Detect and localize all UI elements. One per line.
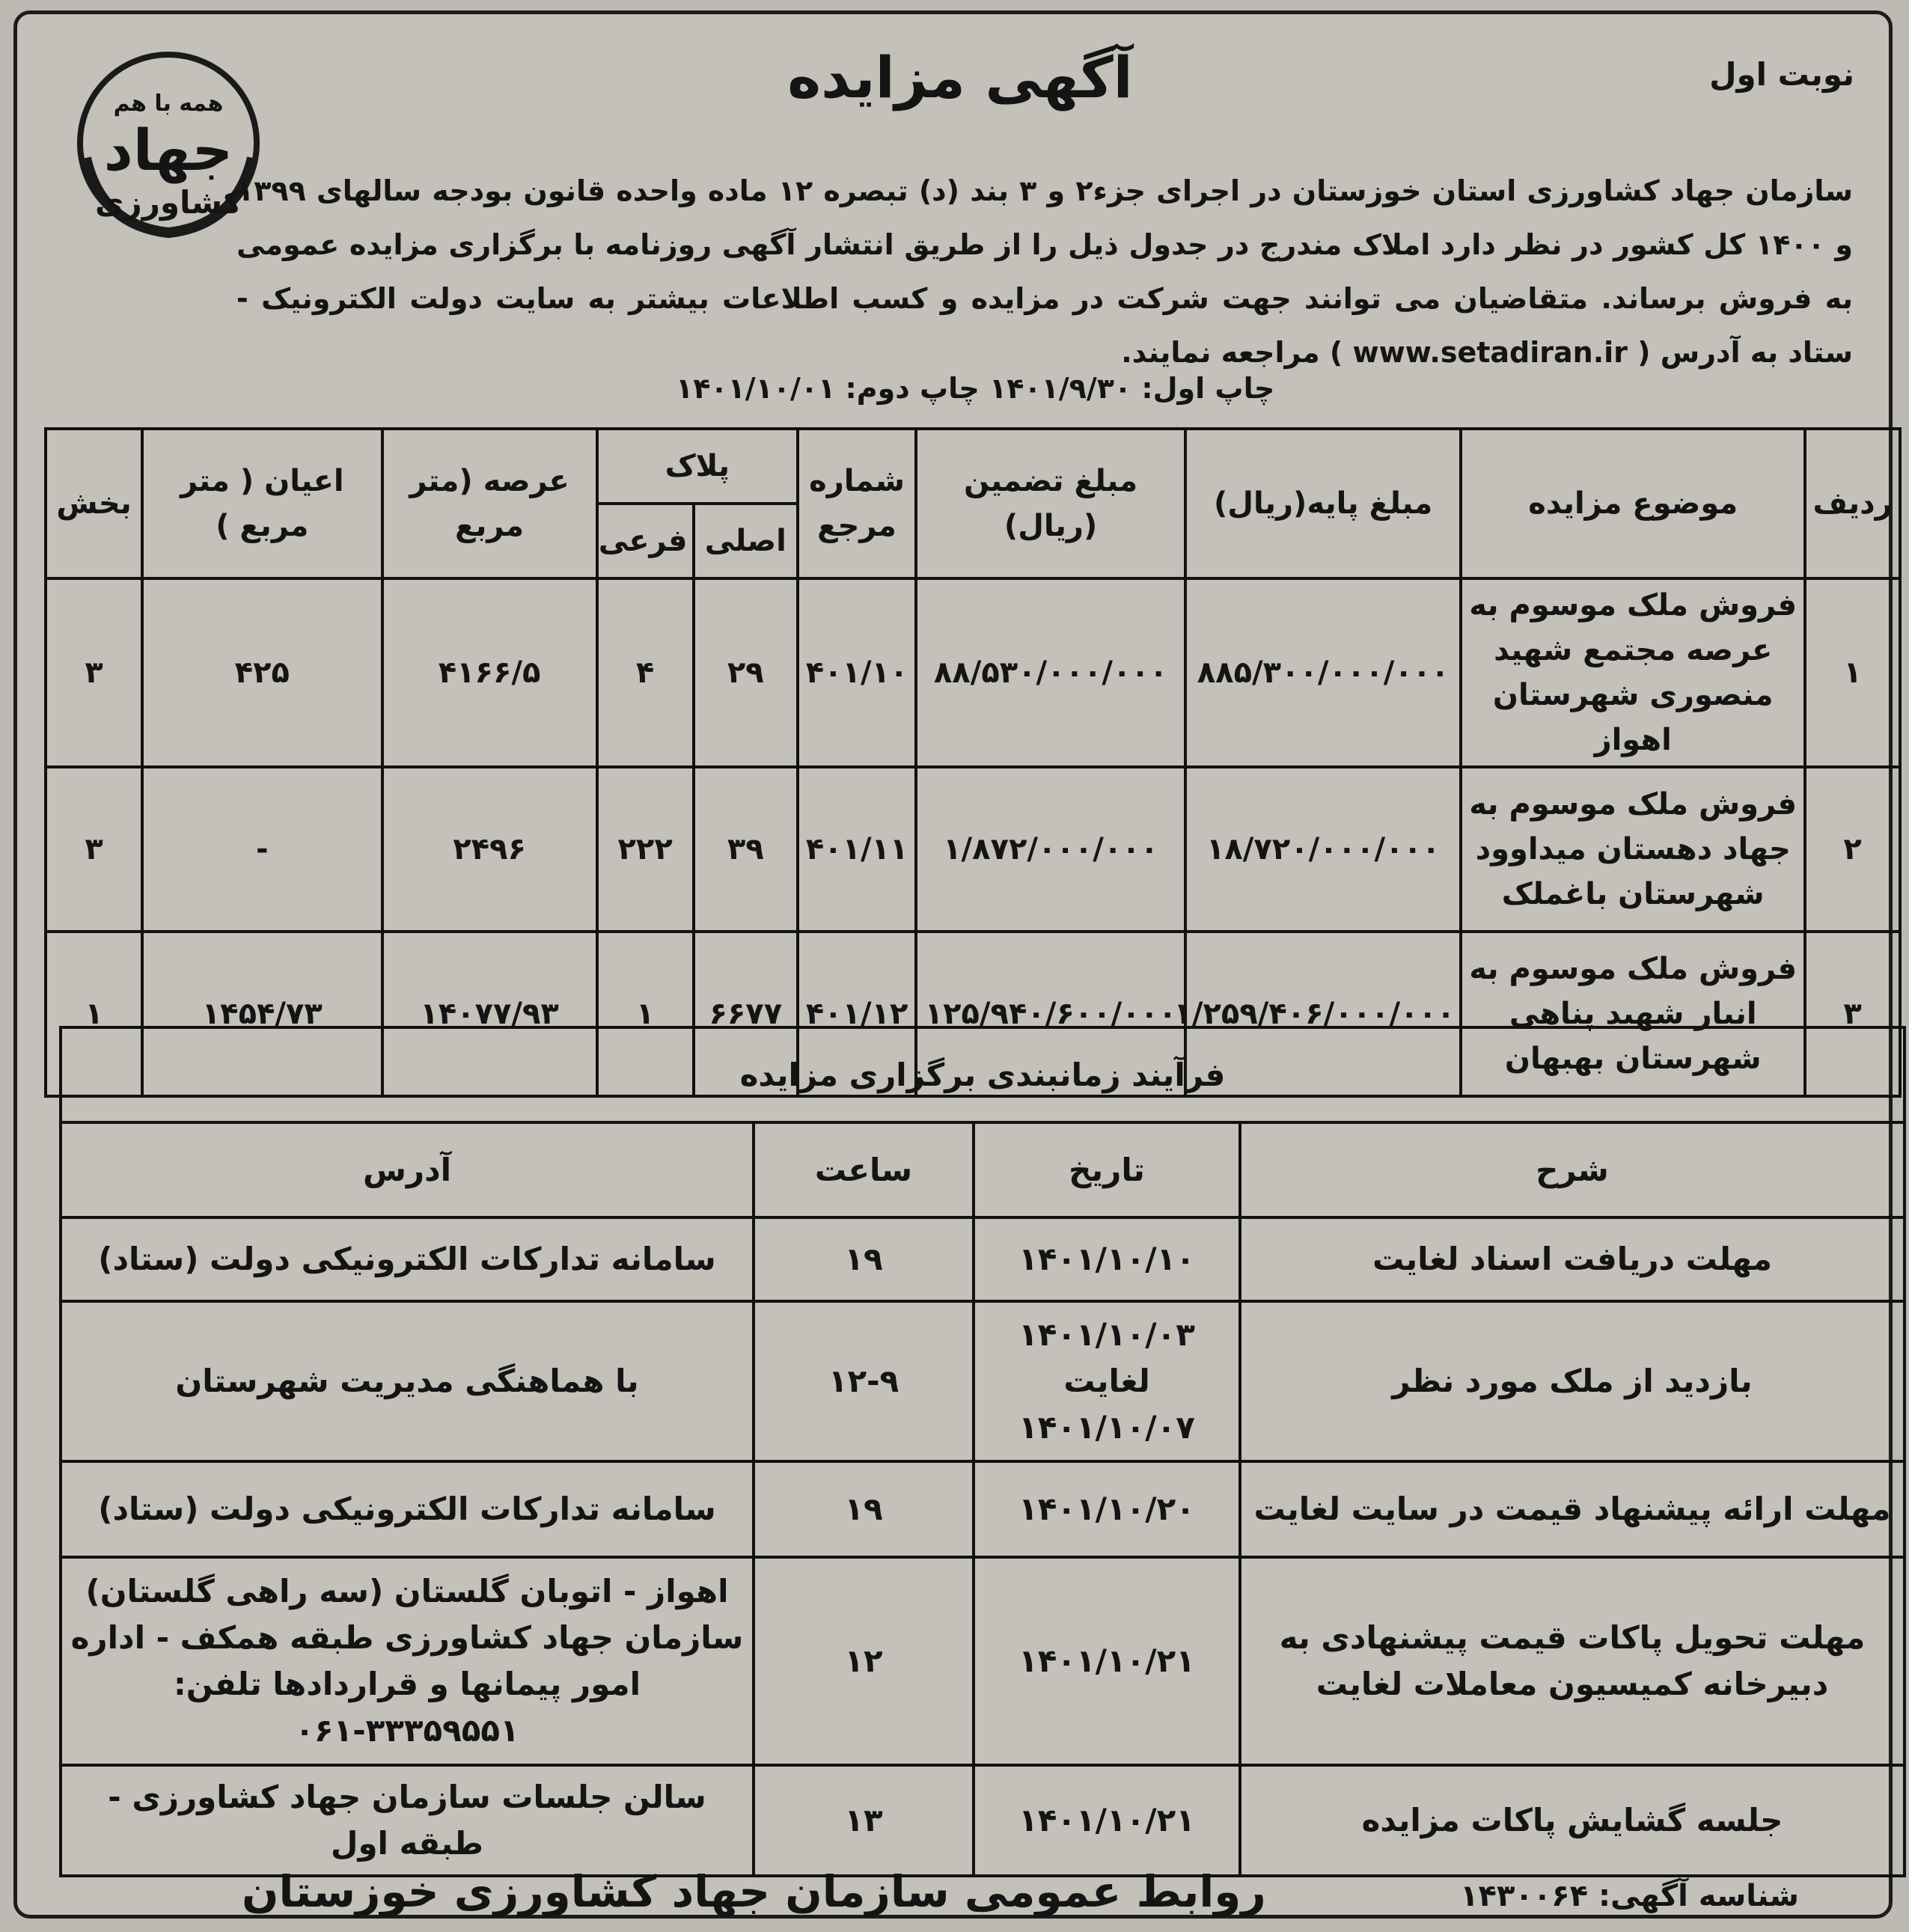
cell-base-price: ۸۸۵/۳۰۰/۰۰۰/۰۰۰: [1185, 578, 1461, 767]
ad-id: شناسه آگهی: ۱۴۳۰۰۶۴: [1460, 1879, 1799, 1913]
cell-date: ۱۴۰۱/۱۰/۲۱: [974, 1557, 1240, 1765]
cell-plaque-main: ۲۹: [694, 578, 798, 767]
header-section: بخش: [46, 429, 142, 578]
auction-table-wrap: [44, 427, 1902, 1098]
setad-url-link[interactable]: www.setadiran.ir: [1352, 336, 1628, 369]
cell-address: سامانه تدارکات الکترونیکی دولت (ستاد): [61, 1217, 754, 1301]
cell-land: ۱۴۰۷۷/۹۳: [382, 932, 597, 1096]
cell-time: ۱۹: [754, 1461, 974, 1557]
header-plaque: پلاک: [597, 429, 798, 504]
cell-reference: ۴۰۱/۱۲: [798, 932, 916, 1096]
cell-plaque-sub: ۲۲۲: [597, 767, 694, 932]
cell-address: با هماهنگی مدیریت شهرستان: [61, 1301, 754, 1461]
table-row: [46, 767, 1900, 932]
cell-building: -: [142, 767, 382, 932]
schedule-table-wrap: [62, 1026, 1906, 1877]
cell-time: ۱۲: [754, 1557, 974, 1765]
cell-desc: مهلت دریافت اسناد لغایت: [1240, 1217, 1905, 1301]
table-row: [61, 1557, 1905, 1765]
cell-guarantee: ۱۲۵/۹۴۰/۶۰۰/۰۰۰: [916, 932, 1185, 1096]
cell-plaque-sub: ۱: [597, 932, 694, 1096]
intro-text-end: ) مراجعه نمایند.: [1121, 336, 1343, 369]
notice-page: [17, 14, 1893, 1917]
cell-land: ۲۴۹۶: [382, 767, 597, 932]
cell-plaque-main: ۶۶۷۷: [694, 932, 798, 1096]
cell-time: ۱۹: [754, 1217, 974, 1301]
cell-section: ۳: [46, 767, 142, 932]
cell-row: ۱: [1805, 578, 1900, 767]
cell-desc: جلسه گشایش پاکات مزایده: [1240, 1765, 1905, 1876]
header-base-price: مبلغ پایه(ریال): [1185, 429, 1461, 578]
cell-date: ۱۴۰۱/۱۰/۲۰: [974, 1461, 1240, 1557]
table-row: [61, 1765, 1905, 1876]
cell-plaque-main: ۳۹: [694, 767, 798, 932]
header-guarantee: مبلغ تضمین (ریال): [916, 429, 1185, 578]
cell-reference: ۴۰۱/۱۰: [798, 578, 916, 767]
cell-base-price: ۱۸/۷۲۰/۰۰۰/۰۰۰: [1185, 767, 1461, 932]
cell-date: ۱۴۰۱/۱۰/۲۱: [974, 1765, 1240, 1876]
table-row: [46, 578, 1900, 767]
cell-building: ۱۴۵۴/۷۳: [142, 932, 382, 1096]
header-building: اعیان ( متر مربع ): [142, 429, 382, 578]
header-reference: شماره مرجع: [798, 429, 916, 578]
table-row: [61, 1301, 1905, 1461]
cell-time: ۱۳: [754, 1765, 974, 1876]
auction-table: [44, 427, 1902, 1098]
publication-round: نوبت اول: [1709, 56, 1854, 93]
header-plaque-sub: فرعی: [597, 504, 694, 578]
signature: روابط عمومی سازمان جهاد کشاورزی خوزستان: [242, 1866, 1266, 1917]
cell-subject: فروش ملک موسوم به انبار شهید پناهی شهرستان بهبهان: [1461, 932, 1805, 1096]
cell-time: ۱۲-۹: [754, 1301, 974, 1461]
cell-guarantee: ۸۸/۵۳۰/۰۰۰/۰۰۰: [916, 578, 1185, 767]
cell-building: ۴۲۵: [142, 578, 382, 767]
table-row: [61, 1217, 1905, 1301]
cell-guarantee: ۱/۸۷۲/۰۰۰/۰۰۰: [916, 767, 1185, 932]
cell-subject: فروش ملک موسوم به عرصه مجتمع شهید منصوری شهرستان اهواز: [1461, 578, 1805, 767]
table-row: [61, 1461, 1905, 1557]
header-date: تاریخ: [974, 1122, 1240, 1217]
logo-motto: همه با هم: [113, 91, 224, 117]
header-address: آدرس: [61, 1122, 754, 1217]
intro-text: سازمان جهاد کشاورزی استان خوزستان در اجرای جزء۲ و ۳ بند (د) تبصره ۱۲ ماده واحده قانون بودجه سالهای ۱۳۹۹ و ۱۴۰۰ کل کشور در نظر دارد املاک مندرج در جدول ذیل را از طریق انتشار آگهی روزنامه با برگزاری مزایده عمومی به فروش برساند. متقاضیان می توانند جهت شرکت در مزایده و کسب اطلاعات بیشتر به سایت دولت الکترونیک - ستاد به آدرس (: [236, 174, 1853, 369]
cell-base-price: ۱/۲۵۹/۴۰۶/۰۰۰/۰۰۰: [1185, 932, 1461, 1096]
cell-address: سامانه تدارکات الکترونیکی دولت (ستاد): [61, 1461, 754, 1557]
header-time: ساعت: [754, 1122, 974, 1217]
notice-title: آگهی مزایده: [787, 44, 1133, 111]
cell-row: ۲: [1805, 767, 1900, 932]
notice-frame: [13, 10, 1893, 1919]
header-row: ردیف: [1805, 429, 1900, 578]
intro-paragraph: [236, 164, 1853, 379]
cell-subject: فروش ملک موسوم به جهاد دهستان میداوود شهرستان باغملک: [1461, 767, 1805, 932]
header-land: عرصه (متر مربع: [382, 429, 597, 578]
header-subject: موضوع مزایده: [1461, 429, 1805, 578]
cell-address: اهواز - اتوبان گلستان (سه راهی گلستان) سازمان جهاد کشاورزی طبقه همکف - اداره امور پیمانها و قراردادها تلفن: ۳۳۳۵۹۵۵۱-۰۶۱: [61, 1557, 754, 1765]
cell-reference: ۴۰۱/۱۱: [798, 767, 916, 932]
print-dates: چاپ اول: ۱۴۰۱/۹/۳۰ چاپ دوم: ۱۴۰۱/۱۰/۰۱: [676, 372, 1275, 405]
cell-date: ۱۴۰۱/۱۰/۰۳ لغایت ۱۴۰۱/۱۰/۰۷: [974, 1301, 1240, 1461]
schedule-title: فرآیند زمانبندی برگزاری مزایده: [61, 1027, 1905, 1122]
logo-sub: کشاورزی: [95, 184, 242, 221]
cell-row: ۳: [1805, 932, 1900, 1096]
schedule-table: [59, 1026, 1906, 1877]
logo-name: جهاد: [103, 117, 233, 183]
cell-section: ۳: [46, 578, 142, 767]
cell-date: ۱۴۰۱/۱۰/۱۰: [974, 1217, 1240, 1301]
cell-desc: مهلت تحویل پاکات قیمت پیشنهادی به دبیرخانه کمیسیون معاملات لغایت: [1240, 1557, 1905, 1765]
header-plaque-main: اصلی: [694, 504, 798, 578]
cell-desc: مهلت ارائه پیشنهاد قیمت در سایت لغایت: [1240, 1461, 1905, 1557]
cell-address: سالن جلسات سازمان جهاد کشاورزی - طبقه اول: [61, 1765, 754, 1876]
cell-land: ۴۱۶۶/۵: [382, 578, 597, 767]
cell-desc: بازدید از ملک مورد نظر: [1240, 1301, 1905, 1461]
cell-section: ۱: [46, 932, 142, 1096]
cell-plaque-sub: ۴: [597, 578, 694, 767]
header-desc: شرح: [1240, 1122, 1905, 1217]
